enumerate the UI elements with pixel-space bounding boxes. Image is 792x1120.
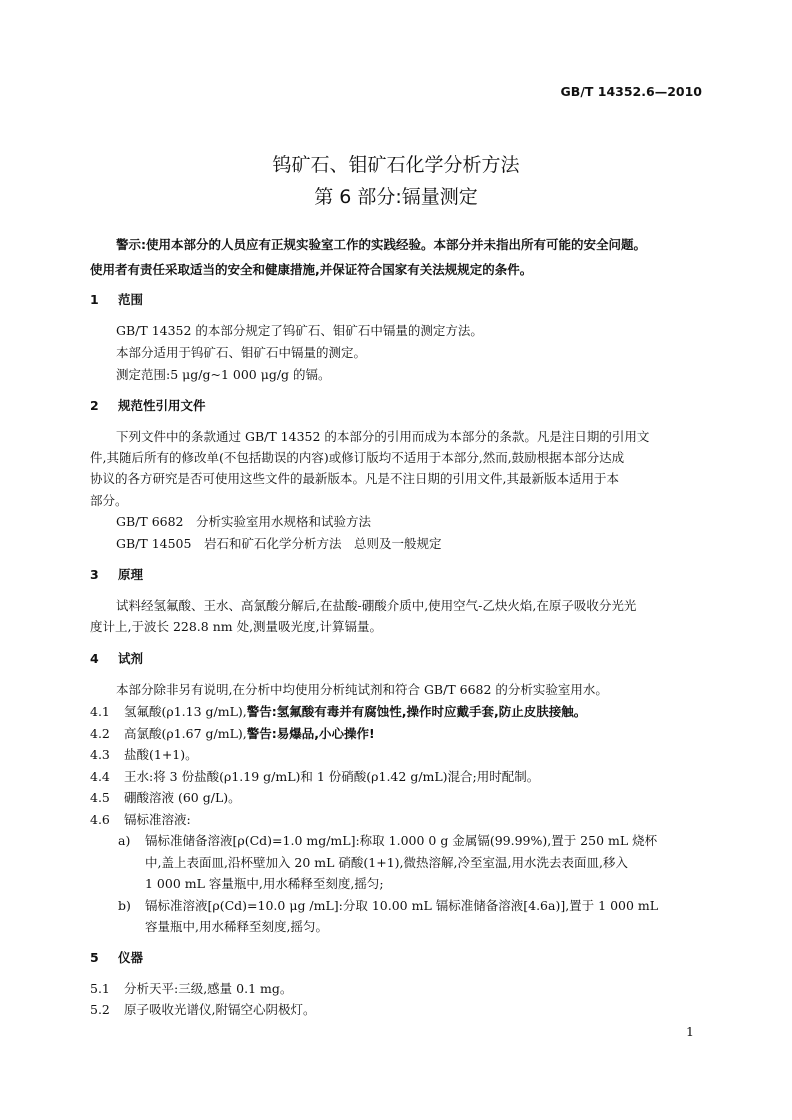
- paragraph: 本部分除非另有说明,在分析中均使用分析纯试剂和符合 GB/T 6682 的分析实验室用水。: [116, 682, 608, 697]
- paragraph: 协议的各方研究是否可使用这些文件的最新版本。凡是不注日期的引用文件,其最新版本适用于本: [90, 471, 619, 486]
- section-number: 4: [90, 651, 99, 666]
- section-title: 范围: [118, 292, 144, 307]
- section-number: 2: [90, 398, 99, 413]
- list-item-a-continued: 1 000 mL 容量瓶中,用水稀释至刻度,摇匀;: [145, 876, 384, 891]
- paragraph: 件,其随后所有的修改单(不包括勘误的内容)或修订版均不适用于本部分,然而,鼓励根据本部分达成: [90, 450, 625, 465]
- paragraph: 测定范围:5 μg/g~1 000 μg/g 的镉。: [116, 367, 331, 382]
- subclause-4-6: 4.6 镉标准溶液:: [90, 812, 191, 827]
- section-title: 规范性引用文件: [118, 398, 206, 413]
- subclause-5-1: 5.1 分析天平:三级,感量 0.1 mg。: [90, 981, 293, 996]
- section-2-heading: [90, 399, 206, 413]
- section-4-heading: [90, 652, 143, 666]
- page-number: 1: [686, 1024, 694, 1039]
- document-title-line1: 钨矿石、钼矿石化学分析方法: [272, 154, 520, 176]
- section-1-heading: [90, 293, 143, 307]
- warning-line1: 警示:使用本部分的人员应有正规实验室工作的实践经验。本部分并未指出所有可能的安全问题。: [116, 237, 647, 252]
- subclause-4-5: 4.5 硼酸溶液 (60 g/L)。: [90, 790, 241, 805]
- subclause-4-1: 4.1 氢氟酸(ρ1.13 g/mL),警告:氢氟酸有毒并有腐蚀性,操作时应戴手套,防止皮肤接触。: [90, 704, 587, 719]
- warning-text: 警告:易爆品,小心操作!: [246, 726, 375, 741]
- list-item-a: a) 镉标准储备溶液[ρ(Cd)=1.0 mg/mL]:称取 1.000 0 g 金属镉(99.99%),置于 250 mL 烧杯: [118, 833, 658, 848]
- list-item-b: b) 镉标准溶液[ρ(Cd)=10.0 μg /mL]:分取 10.00 mL 镉标准储备溶液[4.6a)],置于 1 000 mL: [118, 898, 659, 913]
- list-item-a-continued: 中,盖上表面皿,沿杯壁加入 20 mL 硝酸(1+1),微热溶解,冷至室温,用水洗去表面皿,移入: [145, 855, 628, 870]
- paragraph: 试料经氢氟酸、王水、高氯酸分解后,在盐酸-硼酸介质中,使用空气-乙炔火焰,在原子吸收分光光: [116, 598, 637, 613]
- section-title: 试剂: [118, 651, 144, 666]
- warning-text: 警告:氢氟酸有毒并有腐蚀性,操作时应戴手套,防止皮肤接触。: [246, 704, 587, 719]
- list-item-b-continued: 容量瓶中,用水稀释至刻度,摇匀。: [145, 919, 328, 934]
- subclause-4-3: 4.3 盐酸(1+1)。: [90, 747, 198, 762]
- section-number: 1: [90, 292, 99, 307]
- warning-line2: 使用者有责任采取适当的安全和健康措施,并保证符合国家有关法规规定的条件。: [90, 262, 533, 277]
- paragraph: 部分。: [90, 493, 128, 508]
- paragraph: 下列文件中的条款通过 GB/T 14352 的本部分的引用而成为本部分的条款。凡是注日期的引用文: [116, 429, 650, 444]
- standard-number: GB/T 14352.6—2010: [560, 84, 702, 99]
- section-5-heading: [90, 951, 143, 965]
- paragraph: GB/T 14352 的本部分规定了钨矿石、钼矿石中镉量的测定方法。: [116, 323, 483, 338]
- reference-item: GB/T 6682 分析实验室用水规格和试验方法: [116, 514, 372, 529]
- section-title: 原理: [118, 567, 144, 582]
- section-3-heading: [90, 568, 143, 582]
- subclause-5-2: 5.2 原子吸收光谱仪,附镉空心阴极灯。: [90, 1002, 316, 1017]
- subclause-4-2: 4.2 高氯酸(ρ1.67 g/mL),警告:易爆品,小心操作!: [90, 726, 375, 741]
- section-number: 5: [90, 950, 99, 965]
- subclause-4-4: 4.4 王水:将 3 份盐酸(ρ1.19 g/mL)和 1 份硝酸(ρ1.42 g/mL)混合;用时配制。: [90, 769, 540, 784]
- section-title: 仪器: [118, 950, 144, 965]
- reference-item: GB/T 14505 岩石和矿石化学分析方法 总则及一般规定: [116, 536, 442, 551]
- paragraph: 本部分适用于钨矿石、钼矿石中镉量的测定。: [116, 345, 367, 360]
- section-number: 3: [90, 567, 99, 582]
- document-title-line2: 第 6 部分:镉量测定: [314, 186, 478, 208]
- paragraph: 度计上,于波长 228.8 nm 处,测量吸光度,计算镉量。: [90, 619, 383, 634]
